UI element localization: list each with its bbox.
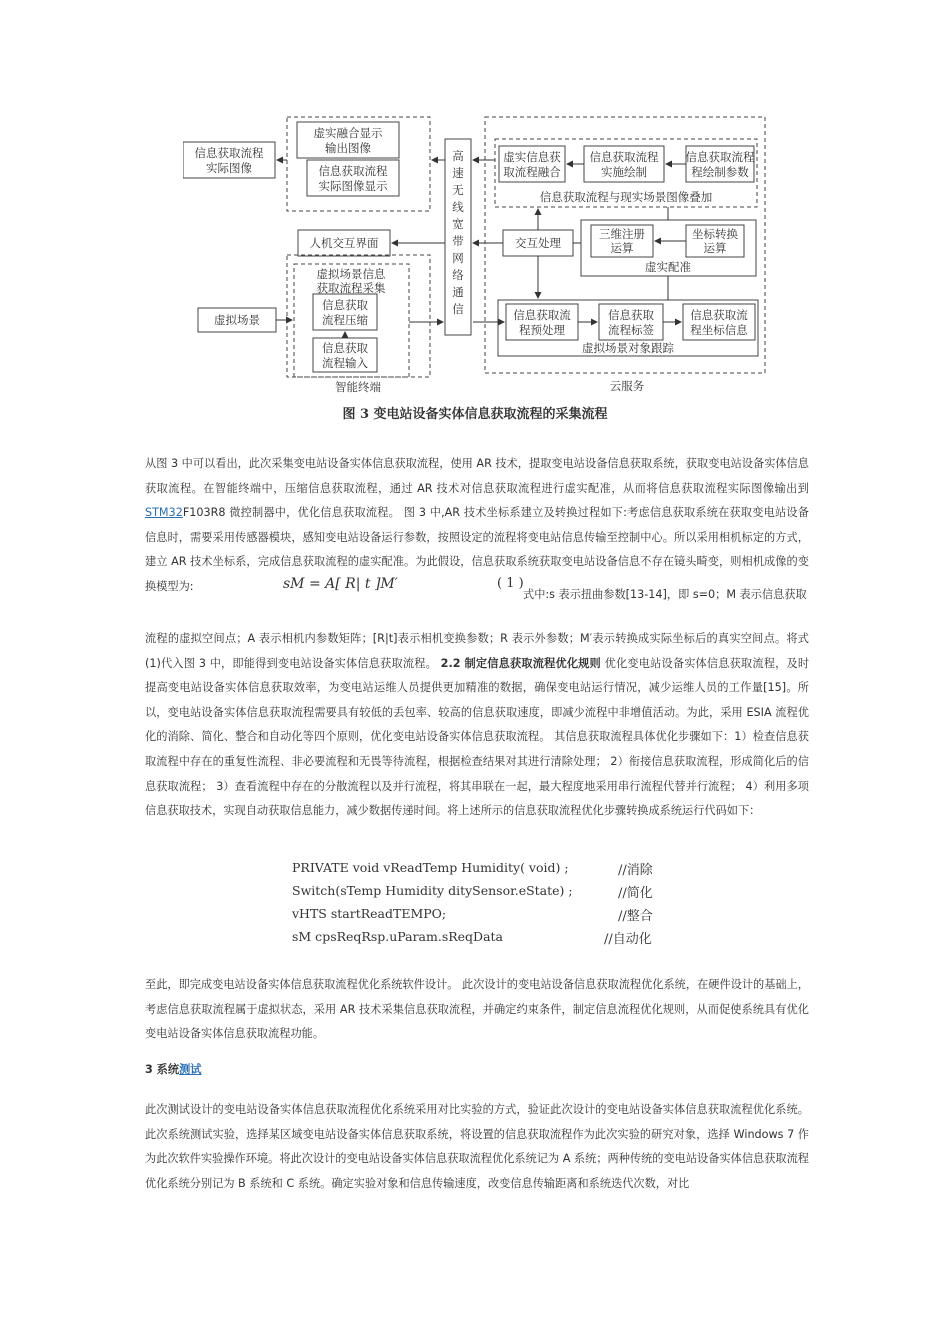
test-link[interactable]: 测试: [179, 1063, 202, 1076]
svg-text:络: 络: [452, 268, 464, 282]
code-comment-1: //消除: [618, 863, 653, 878]
figure-caption: 图 3 变电站设备实体信息获取流程的采集流程: [342, 407, 608, 422]
overlay-label: 信息获取流程与现实场景图像叠加: [539, 190, 713, 204]
svg-text:信: 信: [452, 302, 464, 316]
equation-number: ( 1 ): [497, 576, 524, 591]
svg-text:程预处理: 程预处理: [519, 323, 565, 337]
interaction-label: 交互处理: [515, 236, 561, 250]
code-line-2: Switch(sTemp Humidity ditySensor.eState) ;: [292, 883, 573, 898]
input-label: 信息获取: [322, 341, 368, 355]
paragraph-4: 此次测试设计的变电站设备实体信息获取流程优化系统采用对比实验的方式，验证此次设计的变电站设备实体信息获取流程优化系统。此次系统测试实验，选择某区域变电站设备实体信息获取系统，将设置的信息获取流程作为此次实验的研究对象，选择 Windows 7 作为此次软件实验操作环境。将此次设计的变电站设备实体信息获取流程优化系统记为 A 系统；两种传统的变电站设备实体信息获取流程优化系统分别记为 B 系统和 C 系统。确定实验对象和信息传输速度，改变信息传输距离和系统迭代次数，对比: [145, 1103, 809, 1190]
svg-text:流程输入: 流程输入: [322, 356, 368, 370]
svg-text:实际图像: 实际图像: [206, 161, 252, 175]
svg-text:输出图像: 输出图像: [325, 141, 371, 155]
register-label: 三维注册: [599, 227, 645, 241]
draw-impl-label: 信息获取流程: [589, 150, 659, 164]
actual-image-label: 信息获取流程: [194, 146, 264, 160]
preprocess-label: 信息获取流: [513, 308, 571, 322]
svg-text:流程压缩: 流程压缩: [322, 313, 368, 327]
code-line-1: PRIVATE void vReadTemp Humidity( void) ;: [292, 860, 569, 875]
svg-text:运算: 运算: [703, 241, 727, 255]
compress-label: 信息获取: [322, 298, 368, 312]
svg-text:宽: 宽: [452, 217, 464, 231]
svg-text:实施绘制: 实施绘制: [601, 165, 647, 179]
code-line-3: vHTS startReadTEMPO;: [292, 906, 447, 921]
section-2-2-heading: 2.2 制定信息获取流程优化规则: [440, 656, 601, 670]
svg-text:程绘制参数: 程绘制参数: [691, 165, 749, 179]
svg-text:带: 带: [452, 234, 464, 248]
svg-text:程坐标信息: 程坐标信息: [690, 323, 748, 337]
virtual-config-label: 虚实配准: [645, 260, 691, 274]
svg-text:网: 网: [452, 251, 464, 265]
svg-text:运算: 运算: [610, 241, 634, 255]
svg-text:无: 无: [452, 183, 464, 197]
paragraph-3: 至此，即完成变电站设备实体信息获取流程优化系统软件设计。 此次设计的变电站设备信息获取流程优化系统，在硬件设计的基础上，考虑信息获取流程属于虚拟状态，采用 AR 技术采集信息获取流程，并确定约束条件，制定信息流程优化规则，从而促使系统具有优化变电站设备实体信息获取流程功能。: [145, 978, 809, 1041]
draw-params-label: 信息获取流程: [685, 150, 755, 164]
cloud-label: 云服务: [609, 379, 645, 393]
wireless-label: 高: [452, 149, 464, 163]
svg-text:流程标签: 流程标签: [608, 323, 654, 337]
tagging-label: 信息获取: [608, 308, 654, 322]
code-comment-2: //简化: [618, 886, 653, 901]
equation-explanation: 式中:s 表示扭曲参数[13-14]，即 s=0；M 表示信息获取: [523, 588, 807, 601]
coord-info-label: 信息获取流: [690, 308, 748, 322]
actual-display-label: 信息获取流程: [318, 164, 388, 178]
stm32-link[interactable]: STM32: [145, 506, 183, 520]
code-line-4: sM cpsReqRsp.uParam.sReqData: [292, 929, 503, 944]
code-comment-4: //自动化: [604, 932, 652, 947]
scene-collect-label: 虚拟场景信息: [316, 267, 386, 281]
cloud-fusion-label: 虚实信息获: [503, 150, 561, 164]
hmi-label: 人机交互界面: [309, 236, 379, 250]
svg-text:通: 通: [452, 285, 464, 299]
paragraph-2: 流程的虚拟空间点；A 表示相机内参数矩阵；[R|t]表示相机变换参数；R 表示外参数；M′表示转换成实际坐标后的真实空间点。将式(1)代入图 3 中，即能得到变电站设备实体信息获取流程。 2.2 制定信息获取流程优化规则 优化变电站设备实体信息获取流程，及时提高变电站设备实体信息获取效率，为变电站运维人员提供更加精准的数据，确保变电站运行情况，减少运维人员的工作量[15]。所以，变电站设备实体信息获取流程需要具有较低的丢包率、较高的信息获取速度，即减少流程中非增值活动。为此，采用 ESIA 流程优化的消除、简化、整合和自动化等四个原则，优化变电站设备实体信息获取流程。 其信息获取流程具体优化步骤如下：1）检查信息获取流程中存在的重复性流程、非必要流程和无畏等待流程，根据检查结果对其进行清除处理； 2）衔接信息获取流程，形成简化后的信息获取流程； 3）查看流程中存在的分散流程以及并行流程，将其串联在一起，最大程度地采用串行流程代替并行流程； 4）利用多项信息获取技术，实现自动获取信息能力，减少数据传递时间。将上述所示的信息获取流程优化步骤转换成系统运行代码如下：: [145, 632, 810, 818]
equation-formula: sM = A[ R| t ]M′: [283, 576, 398, 592]
svg-text:线: 线: [452, 200, 464, 214]
svg-text:取流程融合: 取流程融合: [503, 165, 561, 179]
virtual-scene-label: 虚拟场景: [214, 313, 260, 327]
section-3-heading: 3 系统测试: [145, 1063, 202, 1076]
terminal-label: 智能终端: [335, 380, 381, 394]
paragraph-1: 从图 3 中可以看出，此次采集变电站设备实体信息获取流程，使用 AR 技术，提取变电站设备信息获取系统，获取变电站设备实体信息获取流程。在智能终端中，压缩信息获取流程，通过 AR 技术对信息获取流程进行虚实配准，从而将信息获取流程实际图像输出到STM32F103R8 微控制器中，优化信息获取流程。 图 3 中,AR 技术坐标系建立及转换过程如下:考虑信息获取系统在获取变电站设备信息时，需要采用传感器模块，感知变电站设备运行参数，按照设定的流程将变电站信息传输至控制中心。所以采用相机标定的方式，建立 AR 技术坐标系，完成信息获取流程的虚实配准。为此假设，信息获取系统获取变电站设备信息不存在镜头畸变，则相机成像的变换模型为:: [145, 457, 809, 593]
flow-diagram: [183, 112, 768, 397]
code-comment-3: //整合: [618, 909, 653, 924]
tracking-label: 虚拟场景对象跟踪: [582, 341, 674, 355]
coord-transform-label: 坐标转换: [692, 227, 738, 241]
fusion-output-label: 虚实融合显示: [313, 126, 383, 140]
svg-text:实际图像显示: 实际图像显示: [318, 179, 388, 193]
svg-text:速: 速: [452, 166, 464, 180]
svg-text:获取流程采集: 获取流程采集: [316, 281, 386, 295]
